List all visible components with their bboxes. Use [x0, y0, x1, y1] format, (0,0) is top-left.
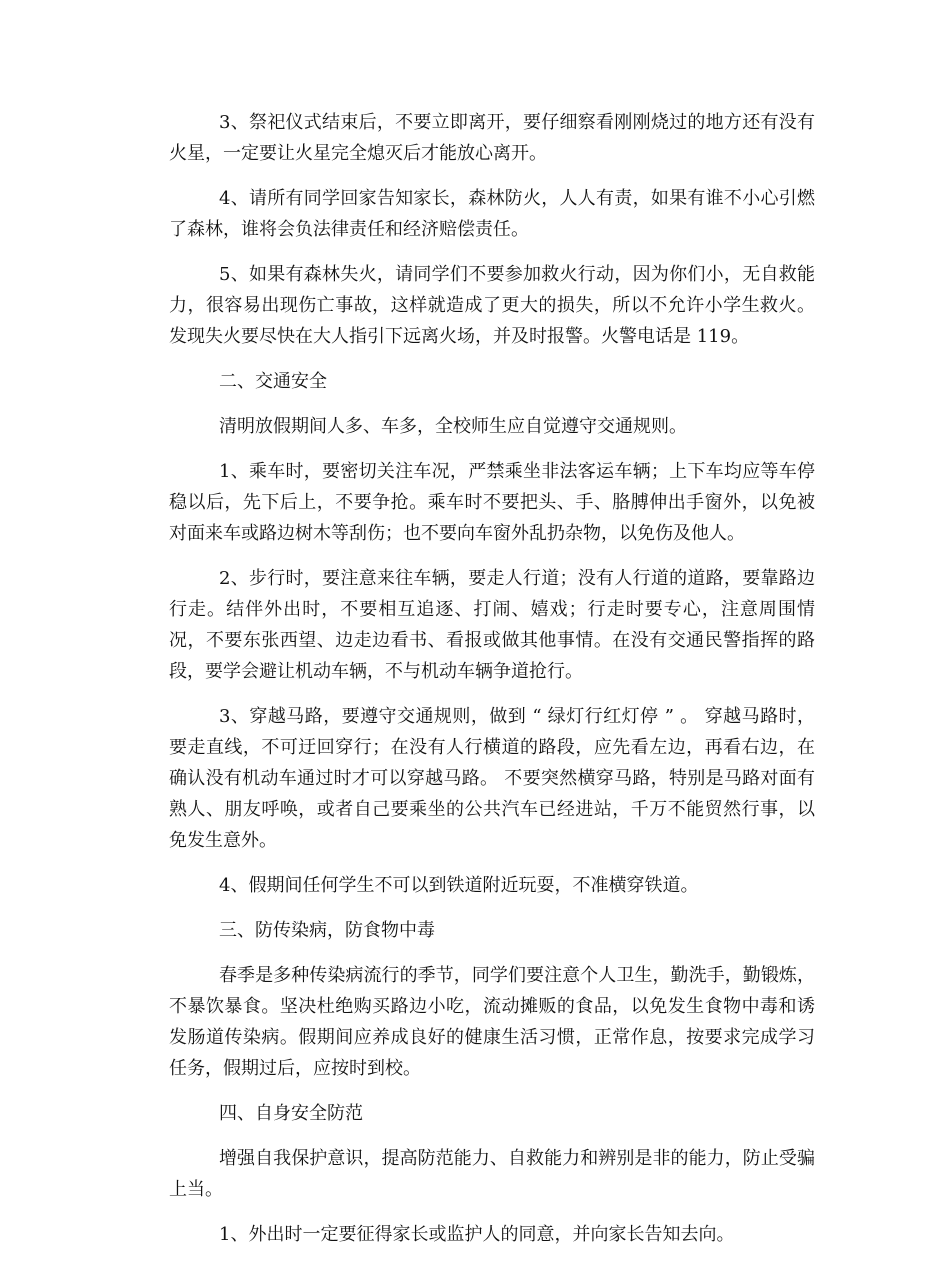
section-heading: 三、防传染病，防食物中毒 — [219, 920, 435, 941]
section-heading: 四、自身安全防范 — [219, 1103, 363, 1124]
paragraph: 增强自我保护意识，提高防范能力、自救能力和辨别是非的能力，防止受骗上当。 — [169, 1148, 815, 1200]
paragraph: 3、祭祀仪式结束后，不要立即离开，要仔细察看刚刚烧过的地方还有没有火星，一定要让火星完全熄灭后才能放心离开。 — [169, 112, 815, 164]
paragraph: 2、步行时，要注意来往车辆，要走人行道；没有人行道的道路，要靠路边行走。结伴外出时，不要相互追逐、打闹、嬉戏；行走时要专心，注意周围情况，不要东张西望、边走边看书、看报或做其他事情。在没有交通民警指挥的路段，要学会避让机动车辆，不与机动车辆争道抢行。 — [169, 568, 815, 682]
paragraph: 清明放假期间人多、车多，全校师生应自觉遵守交通规则。 — [219, 416, 687, 437]
paragraph: 春季是多种传染病流行的季节，同学们要注意个人卫生，勤洗手，勤锻炼，不暴饮暴食。坚决杜绝购买路边小吃，流动摊贩的食品，以免发生食物中毒和诱发肠道传染病。假期间应养成良好的健康生活习惯，正常作息，按要求完成学习任务，假期过后，应按时到校。 — [169, 965, 815, 1079]
paragraph: 3、穿越马路，要遵守交通规则，做到 “ 绿灯行红灯停 ” 。 穿越马路时，要走直线，不可迂回穿行；在没有人行横道的路段，应先看左边，再看右边，在确认没有机动车通过时才可以穿越马路。 不要突然横穿马路，特别是马路对面有熟人、朋友呼唤，或者自己要乘坐的公共汽车已经进站，千万不能贸然行事，以免发生意外。 — [169, 706, 815, 851]
document-body — [169, 107, 815, 1264]
paragraph: 1、乘车时，要密切关注车况，严禁乘坐非法客运车辆；上下车均应等车停稳以后，先下后上，不要争抢。乘车时不要把头、手、胳膊伸出手窗外，以免被对面来车或路边树木等刮伤；也不要向车窗外乱扔杂物，以免伤及他人。 — [169, 461, 815, 544]
paragraph: 4、请所有同学回家告知家长，森林防火，人人有责，如果有谁不小心引燃了森林，谁将会负法律责任和经济赔偿责任。 — [169, 188, 815, 240]
paragraph: 4、假期间任何学生不可以到铁道附近玩耍，不准横穿铁道。 — [219, 875, 699, 896]
section-heading: 二、交通安全 — [219, 371, 327, 392]
paragraph: 5、如果有森林失火，请同学们不要参加救火行动，因为你们小，无自救能力，很容易出现伤亡事故，这样就造成了更大的损失，所以不允许小学生救火。发现失火要尽快在大人指引下远离火场，并及时报警。火警电话是 119。 — [169, 264, 815, 347]
paragraph: 1、外出时一定要征得家长或监护人的同意，并向家长告知去向。 — [219, 1224, 735, 1245]
